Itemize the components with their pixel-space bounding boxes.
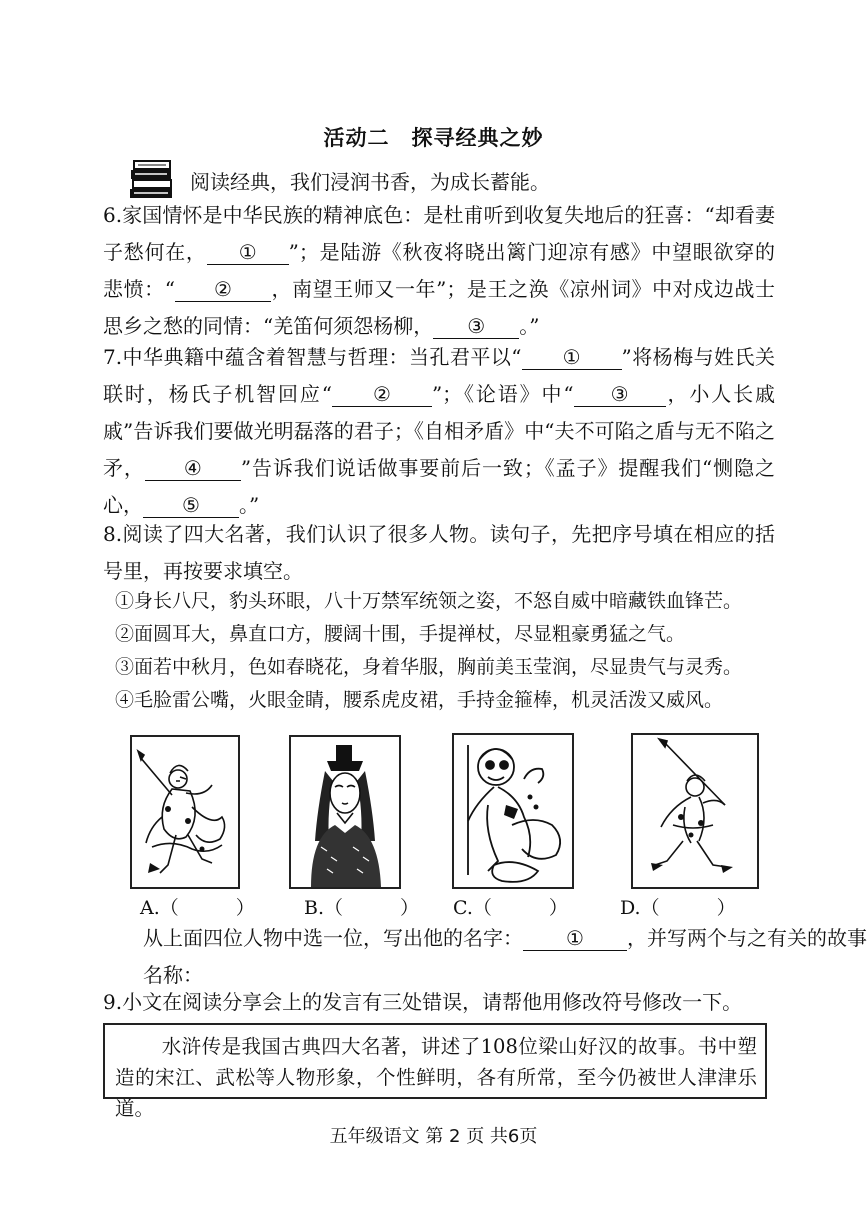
intro-text: 阅读经典，我们浸润书香，为成长蓄能。 xyxy=(190,170,550,194)
character-picture-d xyxy=(631,733,759,889)
character-picture-c xyxy=(452,733,574,889)
books-icon xyxy=(128,158,178,200)
label-c: C.（ ） xyxy=(453,897,568,919)
answer-blank[interactable]: ② xyxy=(175,277,271,302)
answer-blank[interactable]: ⑤ xyxy=(143,493,239,518)
label-d: D.（ ） xyxy=(620,897,736,919)
question-8: 8.阅读了四大名著，我们认识了很多人物。读句子，先把序号填在相应的括号里，再按要求填空。 xyxy=(103,522,775,583)
option-3: ③面若中秋月，色如春晓花，身着华服，胸前美玉莹润，尽显贵气与灵秀。 xyxy=(115,656,743,678)
question-9: 9.小文在阅读分享会上的发言有三处错误，请帮他用修改符号修改一下。 xyxy=(103,990,743,1014)
section-title: 活动二 探寻经典之妙 xyxy=(323,126,544,150)
answer-blank[interactable]: ③ xyxy=(574,382,666,407)
answer-blank[interactable]: ① xyxy=(207,240,289,265)
label-a: A.（ ） xyxy=(140,897,255,919)
option-2: ②面圆耳大，鼻直口方，腰阔十围，手提禅杖，尽显粗豪勇猛之气。 xyxy=(115,623,686,645)
question-7: 7.中华典籍中蕴含着智慧与哲理：当孔君平以“ ① ”将杨梅与姓氏关联时，杨氏子机智回应“ ② ”；《论语》中“ ③ ，小人长戚戚”告诉我们要做光明磊落的君子；《自相矛盾》中“夫不可陷之盾与无不陷之矛， ④ ”告诉我们说话做事要前后一致；《孟子》提醒我们“恻隐之心， ⑤ 。” xyxy=(103,345,776,517)
answer-blank[interactable]: ① xyxy=(523,926,627,951)
answer-blank[interactable]: ① xyxy=(522,345,622,370)
question-6: 6.家国情怀是中华民族的精神底色：是杜甫听到收复失地后的狂喜：“却看妻子愁何在， ① ”；是陆游《秋夜将晓出篱门迎凉有感》中望眼欲穿的悲愤：“ ② ，南望王师又一年”；是王之涣《凉州词》中对戍边战士思乡之愁的同情：“羌笛何须怨杨柳， ③ 。” xyxy=(103,203,776,338)
answer-blank[interactable]: ④ xyxy=(145,456,241,481)
answer-blank[interactable]: ② xyxy=(332,382,432,407)
option-1: ①身长八尺，豹头环眼，八十万禁军统领之姿，不怒自威中暗藏铁血锋芒。 xyxy=(115,590,743,612)
page-footer: 五年级语文 第 2 页 共6页 xyxy=(329,1126,538,1147)
answer-blank[interactable]: ③ xyxy=(433,314,519,339)
character-picture-a xyxy=(130,735,240,889)
option-4: ④毛脸雷公嘴，火眼金睛，腰系虎皮裙，手持金箍棒，机灵活泼又威风。 xyxy=(115,689,724,711)
speech-text: 水浒传是我国古典四大名著，讲述了108位梁山好汉的故事。书中塑造的宋江、武松等人物形象，个性鲜明，各有所常，至今仍被世人津津乐道。 xyxy=(115,1035,757,1120)
question-8-fill: 从上面四位人物中选一位，写出他的名字： ① ，并写两个与之有关的故事名称： xyxy=(143,926,867,987)
character-picture-b xyxy=(289,735,401,889)
label-b: B.（ ） xyxy=(304,897,420,919)
speech-box xyxy=(103,1023,767,1120)
